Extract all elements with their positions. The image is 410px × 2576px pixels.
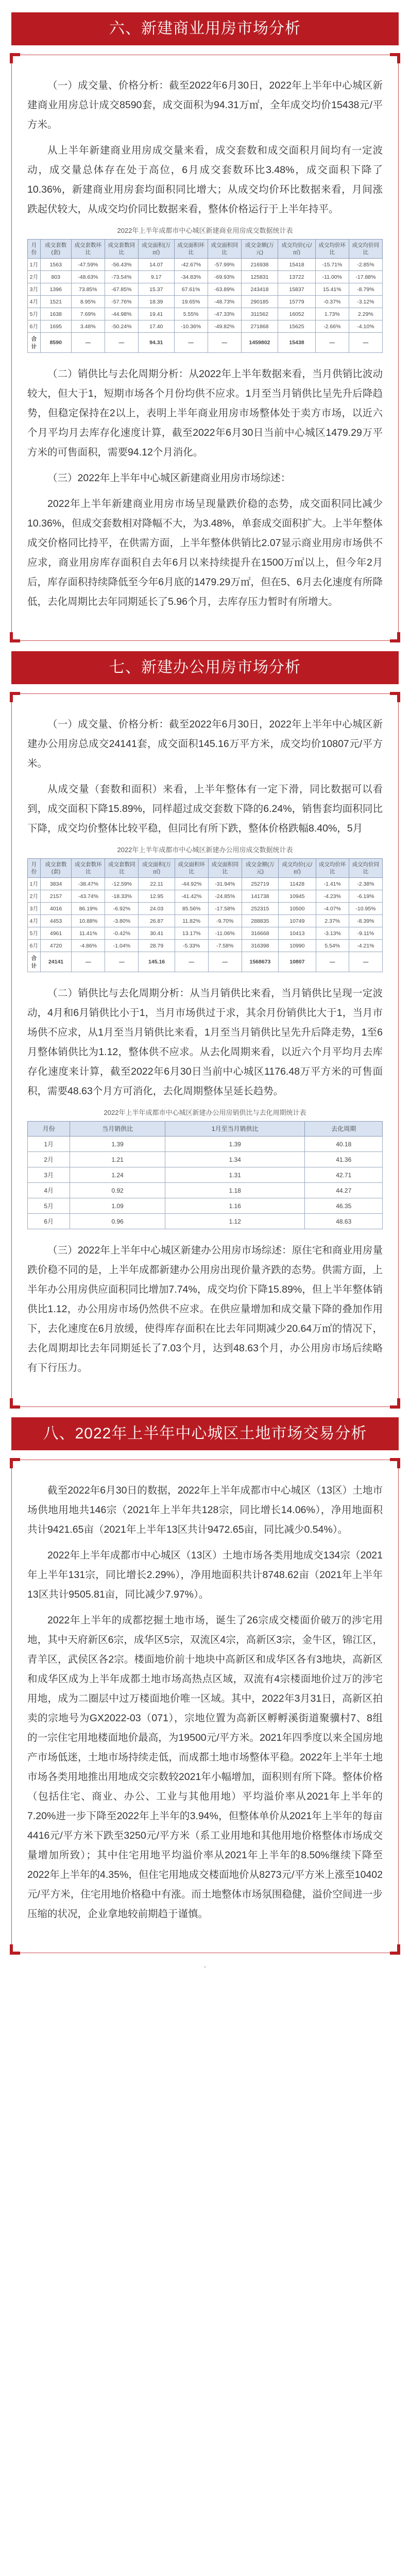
table-cell: -3.12% (349, 296, 382, 308)
table-cell: 1521 (40, 296, 71, 308)
table-cell: 243418 (241, 283, 278, 296)
table-cell: 1.24 (70, 1167, 165, 1183)
table-cell: 3.48% (71, 320, 105, 333)
paragraph: 2022年上半年成都市中心城区（13区）土地市场各类用地成交134宗（2021年上半年131宗，同比增长2.29%），净用地面积共计8748.62亩（2021年上半年13区共计9505.81亩，同比减少7.97%）。 (27, 1550, 383, 1600)
table-cell: -8.39% (349, 915, 382, 927)
table-cell: -9.11% (349, 927, 382, 940)
table-cell: 40.18 (305, 1137, 383, 1152)
table-cell: -43.74% (72, 890, 105, 903)
table-cell: 4月 (28, 296, 41, 308)
table-cell: 1563 (40, 259, 71, 271)
table-header-cell: 成交面积(万㎡) (139, 859, 175, 878)
table-cell: -6.19% (349, 890, 382, 903)
table-cell: -6.92% (105, 903, 139, 915)
table-cell: 8590 (40, 333, 71, 353)
table-cell: 1459802 (241, 333, 278, 353)
table-cell: — (349, 952, 382, 972)
table-cell: -4.10% (349, 320, 382, 333)
table-cell: 11428 (279, 878, 316, 890)
table-cell: -2.85% (349, 259, 382, 271)
table-title: 2022年上半年成都市中心城区新建商业用房成交数据统计表 (117, 227, 293, 234)
section-6-header: 六、新建商业用房市场分析 (11, 12, 399, 45)
corner-decoration (390, 1458, 400, 1468)
table-cell: 4月 (28, 1183, 70, 1198)
table-cell: 252719 (242, 878, 278, 890)
table-cell: -42.67% (174, 259, 208, 271)
table-header-cell: 成交套数(套) (40, 859, 72, 878)
table-cell: -4.23% (316, 890, 349, 903)
table-cell: -47.59% (71, 259, 105, 271)
section-8-header: 八、2022年上半年中心城区土地市场交易分析 (11, 1417, 399, 1450)
table-cell: 3834 (40, 878, 72, 890)
table-row (28, 1183, 383, 1198)
table-cell: -63.89% (208, 283, 241, 296)
table-cell: 6月 (28, 1214, 70, 1229)
table-cell: 10990 (279, 940, 316, 952)
table-header-cell: 1月至当月销供比 (165, 1122, 305, 1137)
table-cell: 67.61% (174, 283, 208, 296)
paragraph: （三）2022年上半年中心城区新建办公用房市场综述：原住宅和商业用房量跌价稳不同的是，上半年成都新建办公用房出现价量齐跌的态势。供需方面，上半年办公用房供应面积同比增加7.74%，成交均价下降15.89%，但上半年整体销供比1.12，办公用房市场仍然供不应求。在供应量增加和成交量下降的叠加作用下，去化速度在6月放缓，使得库存面积在比去年同期减少20.64万㎡的情况下，去化周期却比去年同期延长了7.03个月，达到48.63个月，办公用房市场后续略有下行压力。 (27, 1245, 383, 1374)
table-row (28, 320, 383, 333)
table-cell: 5.54% (316, 940, 349, 952)
corner-decoration (10, 53, 20, 63)
table-cell: -4.86% (72, 940, 105, 952)
table-cell: 85.56% (175, 903, 208, 915)
table-row (28, 1137, 383, 1152)
table-cell: 288835 (242, 915, 278, 927)
table-cell: 2月 (28, 1152, 70, 1167)
table-cell: -50.24% (105, 320, 138, 333)
table-header-cell: 月份 (28, 859, 41, 878)
table-cell: 1.39 (165, 1137, 305, 1152)
table-cell: 73.85% (71, 283, 105, 296)
table-cell: -56.43% (105, 259, 138, 271)
table-cell: -3.80% (105, 915, 139, 927)
corner-decoration (10, 692, 20, 702)
table-cell: 4720 (40, 940, 72, 952)
table-cell: -15.71% (315, 259, 349, 271)
table-row (28, 1214, 383, 1229)
table-cell: 15438 (278, 333, 316, 353)
table-cell: 271868 (241, 320, 278, 333)
corner-decoration (390, 632, 400, 642)
table-cell: 3月 (28, 1167, 70, 1183)
table-cell: -0.42% (105, 927, 139, 940)
table-cell: 24141 (40, 952, 72, 972)
table-cell: 15625 (278, 320, 316, 333)
table-header-cell: 成交均价环比 (316, 859, 349, 878)
table-cell: 3月 (28, 903, 41, 915)
table-row (28, 259, 383, 271)
corner-decoration (10, 632, 20, 642)
table-cell: -11.00% (315, 271, 349, 283)
table-header-cell: 成交套数环比 (72, 859, 105, 878)
paragraph: （一）成交量、价格分析：截至2022年6月30日，2022年上半年中心城区新建商业用房总计成交8590套，成交面积为94.31万㎡，全年成交均价15438元/平方米。 (27, 80, 383, 130)
table-header-cell: 成交均价环比 (315, 240, 349, 259)
table-cell: -69.93% (208, 271, 241, 283)
table-cell: -9.70% (208, 915, 242, 927)
table-header-cell: 成交均价同比 (349, 859, 382, 878)
table-row (28, 271, 383, 283)
table-row (28, 296, 383, 308)
table-cell: -38.47% (72, 878, 105, 890)
footer-dot: • (203, 1963, 207, 1971)
table-cell: 316668 (242, 927, 278, 940)
table-header-cell: 月份 (28, 240, 41, 259)
table-cell: 14.07 (138, 259, 174, 271)
table-cell: -48.63% (71, 271, 105, 283)
table-cell: 1.12 (165, 1214, 305, 1229)
table-cell: — (349, 333, 382, 353)
table-row (28, 1152, 383, 1167)
table-cell: 5月 (28, 1198, 70, 1214)
table-row (28, 333, 383, 353)
table-header-cell: 成交套数同比 (105, 240, 138, 259)
section-7-card (11, 693, 399, 1407)
table-cell: 1.31 (165, 1167, 305, 1183)
table-cell: — (175, 952, 208, 972)
corner-decoration (390, 1398, 400, 1409)
table-cell: 1.18 (165, 1183, 305, 1198)
paragraph: 从上半年新建商业用房成交量来看，成交套数和成交面积月间均有一定波动，成交量总体存在处于高位，6月成交套数环比3.48%，成交面积下降了10.36%，新建商业用房套均面积同比增大；从成交均价环比数据来看，月间涨跌起伏较大，从成交均价同比数据来看，整体价格运行于上半年持平。 (27, 145, 383, 215)
table-cell: 15779 (278, 296, 316, 308)
table-cell: 4961 (40, 927, 72, 940)
table-cell: — (208, 333, 241, 353)
table-cell: 15837 (278, 283, 316, 296)
table-row (28, 308, 383, 320)
table-cell: 合计 (28, 333, 41, 353)
table-cell: 26.87 (139, 915, 175, 927)
table-cell: 6月 (28, 940, 41, 952)
table-cell: 1.39 (70, 1137, 165, 1152)
table-cell: 5.55% (174, 308, 208, 320)
table-cell: 1.16 (165, 1198, 305, 1214)
table-cell: -1.04% (105, 940, 139, 952)
table-cell: 0.92 (70, 1183, 165, 1198)
table-row (28, 283, 383, 296)
table-header-cell: 成交面积环比 (174, 240, 208, 259)
table-cell: 16052 (278, 308, 316, 320)
table-cell: -0.37% (315, 296, 349, 308)
table-cell: — (316, 952, 349, 972)
section-8-card (11, 1460, 399, 1953)
paragraph: （一）成交量、价格分析：截至2022年6月30日，2022年上半年中心城区新建办公用房总成交24141套，成交面积145.16万平方米，成交均价10807元/平方米。 (27, 719, 383, 769)
table-cell: 7.69% (71, 308, 105, 320)
table-cell: 1695 (40, 320, 71, 333)
table-cell: 1.34 (165, 1152, 305, 1167)
table-cell: -4.21% (349, 940, 382, 952)
table-cell: — (174, 333, 208, 353)
table-cell: 803 (40, 271, 71, 283)
table-row (28, 927, 383, 940)
table-cell: -4.07% (316, 903, 349, 915)
table-cell: 17.40 (138, 320, 174, 333)
table-cell: -44.98% (105, 308, 138, 320)
table-cell: 0.96 (70, 1214, 165, 1229)
table-cell: 2157 (40, 890, 72, 903)
table-cell: 41.36 (305, 1152, 383, 1167)
table-cell: 5月 (28, 927, 41, 940)
paragraph: 从成交量（套数和面积）来看，上半年整体有一定下滑，同比数据可以看到，成交面积下降15.89%，同样超过成交套数下降的6.24%，销售套均面积同比下降，成交均价整体比较平稳，但同比有所下跌，整体价格跌幅8.40%，5月 (27, 784, 383, 834)
table-header-cell: 月份 (28, 1122, 70, 1137)
table-row (28, 952, 383, 972)
table-cell: — (71, 333, 105, 353)
table-header-cell: 成交套数同比 (105, 859, 139, 878)
table-cell: 11.41% (72, 927, 105, 940)
table-cell: 8.95% (71, 296, 105, 308)
table-cell: 2月 (28, 271, 41, 283)
table-cell: 15418 (278, 259, 316, 271)
paragraph: （二）销供比与去化周期分析：从2022年上半年数据来看，当月供销比波动较大，但大于1，短期市场各个月份均供不应求。1月至当月销供比呈先升后降趋势，但稳定保持在2以上，表明上半年商业用房市场整体处于卖方市场，以近六个月平均月去库存化速度计算，截至2022年6月30日当前中心城区1479.29万平方米的可售面积，需要94.12个月消化。 (27, 368, 383, 458)
table-cell: 311562 (241, 308, 278, 320)
table-cell: 125831 (241, 271, 278, 283)
table-header-cell: 成交面积同比 (208, 859, 242, 878)
table-cell: 10945 (279, 890, 316, 903)
table-cell: 24.03 (139, 903, 175, 915)
table-cell: 216938 (241, 259, 278, 271)
table-cell: — (208, 952, 242, 972)
table-cell: -11.06% (208, 927, 242, 940)
table-cell: -48.73% (208, 296, 241, 308)
table-cell: 10500 (279, 903, 316, 915)
table-cell: 22.11 (139, 878, 175, 890)
table-cell: -1.41% (316, 878, 349, 890)
table-header-cell: 当月销供比 (70, 1122, 165, 1137)
table-cell: 4月 (28, 915, 41, 927)
table-cell: — (72, 952, 105, 972)
table-cell: 2.29% (349, 308, 382, 320)
table-cell: 6月 (28, 320, 41, 333)
table-cell: 1396 (40, 283, 71, 296)
table-cell: -10.95% (349, 903, 382, 915)
table-cell: -57.76% (105, 296, 138, 308)
section-6-card (11, 55, 399, 641)
table-cell: 1.73% (315, 308, 349, 320)
table-cell: -73.54% (105, 271, 138, 283)
table-cell: 48.63 (305, 1214, 383, 1229)
paragraph: （三）2022年上半年中心城区新建商业用房市场综述： (47, 472, 291, 484)
table-cell: -5.33% (175, 940, 208, 952)
table-cell: -17.88% (349, 271, 382, 283)
table-cell: -10.36% (174, 320, 208, 333)
table-header-cell: 成交套数环比 (71, 240, 105, 259)
table-cell: -12.59% (105, 878, 139, 890)
table-cell: 94.31 (138, 333, 174, 353)
table-cell: 1月 (28, 259, 41, 271)
table-header-cell: 成交金额(万元) (241, 240, 278, 259)
section-7-header: 七、新建办公用房市场分析 (11, 651, 399, 684)
table-cell: 316398 (242, 940, 278, 952)
table-cell: -67.85% (105, 283, 138, 296)
table-cell: 10749 (279, 915, 316, 927)
table-cell: 46.35 (305, 1198, 383, 1214)
table-cell: -8.79% (349, 283, 382, 296)
corner-decoration (390, 692, 400, 702)
table-cell: -7.58% (208, 940, 242, 952)
table-cell: 19.65% (174, 296, 208, 308)
table-cell: 4453 (40, 915, 72, 927)
table-title: 2022年上半年成都市中心城区新建办公用房成交数据统计表 (117, 846, 293, 854)
table-header-cell: 成交面积同比 (208, 240, 241, 259)
table-cell: 86.19% (72, 903, 105, 915)
table-cell: 10807 (279, 952, 316, 972)
table-header-cell: 成交金额(万元) (242, 859, 278, 878)
table-cell: 11.82% (175, 915, 208, 927)
table-cell: — (105, 333, 138, 353)
table-cell: -34.83% (174, 271, 208, 283)
corner-decoration (390, 53, 400, 63)
table-cell: 30.41 (139, 927, 175, 940)
table-cell: 18.39 (138, 296, 174, 308)
table-cell: -18.33% (105, 890, 139, 903)
table-header-cell: 成交均价同比 (349, 240, 382, 259)
paragraph: 2022年上半年新建商业用房市场呈现量跌价稳的态势，成交面积同比减少10.36%，但成交套数相对降幅不大，为3.48%，单套成交面积扩大。上半年整体成交价格同比持平，在供需方面，上半年整体供销比2.07显示商业用房市场供不应求，商业用房库存面积自去年6月以来持续提升在1500万㎡以上，但今年2月后，库存面积持续降低至今年6月底的1479.29万㎡，但在5、6月去化速度有所降低，去化周期比去年同期延长了5.96个月，去库存压力暂时有所增大。 (27, 498, 383, 607)
table-row (28, 903, 383, 915)
table-cell: 1月 (28, 878, 41, 890)
table-header-cell: 成交均价(元/㎡) (278, 240, 316, 259)
table-cell: 15.37 (138, 283, 174, 296)
table-cell: -24.85% (208, 890, 242, 903)
table-row (28, 890, 383, 903)
paragraph: （二）销供比与去化周期分析：从当月销供比来看，当月销供比呈现一定波动，4月和6月销供比小于1，当月市场供过于求，其余月份销供比大于1，当月市场供不应求，从1月至当月销供比来看，1月至当月销供比呈先升后降走势，1至6月整体销供比为1.12，整体供不应求。从去化周期来看，以近六个月平均月去库存化速度来计算，截至2022年6月30日当前中心城区1176.48万平方米的可售面积，需要48.63个月方可消化，去化周期整体呈延长趋势。 (27, 988, 383, 1097)
table-cell: 42.71 (305, 1167, 383, 1183)
table-cell: -57.99% (208, 259, 241, 271)
table-cell: 10413 (279, 927, 316, 940)
table-cell: 3月 (28, 283, 41, 296)
table-cell: 9.17 (138, 271, 174, 283)
table-cell: 2.37% (316, 915, 349, 927)
table-cell: -17.58% (208, 903, 242, 915)
corner-decoration (10, 1398, 20, 1409)
table-cell: -44.92% (175, 878, 208, 890)
table-cell: 4016 (40, 903, 72, 915)
office-ratio-table (27, 1121, 383, 1229)
paragraph: 截至2022年6月30日的数据，2022年上半年成都市中心城区（13区）土地市场供地用地共146宗（2021年上半年共128宗，同比增长14.06%），净用地面积共计9421.65亩（2021年上半年13区共计9472.65亩，同比减少0.54%）。 (27, 1485, 383, 1535)
commercial-table (27, 239, 383, 353)
table-cell: 10.88% (72, 915, 105, 927)
table-cell: -41.42% (175, 890, 208, 903)
paragraph: 2022年上半年的成都挖掘土地市场，诞生了26宗成交楼面价破万的涉宅用地，其中天府新区6宗，成华区5宗，双流区4宗，高新区3宗，金牛区，锦江区，青羊区，武侯区各2宗。楼面地价前十地块中高新区和成华区各有3地块，高新区和成华区成为上半年成都土地市场高热点区域，双流有4宗楼面地价过万的涉宅用地，成为二圈层中过万楼面地价唯一区域。其中，2022年3月31日，高新区拍卖的宗地号为GX2022-03（071），宗地位置为高新区孵孵溪街道聚骥村7、8组的一宗住宅用地楼面地价最高，为19500元/平方米。2021年四季度以来全国房地产市场低迷，土地市场持续走低，而成都土地市场整体平稳。2022年上半年土地市场各类用地推出用地成交宗数较2021年小幅增加，面积则有所下降。整体价格（包括住宅、商业、办公、工业与其他用地）平均溢价率从2021年上半年的7.20%进一步下降至2022年上半年的3.94%，但整体单价从2021年上半年的每亩4416元/平方米下跌至3250元/平方米（系工业用地和其他用地价格整体市场成交量增加所致）；其中住宅用地平均溢价率从2021年上半年的8.50%继续下降至2022年上半年的4.35%，但住宅用地成交楼面地价从8273元/平方米上涨至10402元/平方米，住宅用地价格稳中有涨。而土地整体市场氛围稳健，溢价空间进一步压缩的状况，企业拿地较前期趋于谨慎。 (27, 1615, 383, 1920)
table-cell: 1.09 (70, 1198, 165, 1214)
table-cell: 12.95 (139, 890, 175, 903)
table-cell: — (105, 952, 139, 972)
table-cell: 15.41% (315, 283, 349, 296)
table-cell: 19.41 (138, 308, 174, 320)
table-cell: 2月 (28, 890, 41, 903)
table-cell: 1568673 (242, 952, 278, 972)
table-header-cell: 去化周期 (305, 1122, 383, 1137)
table-cell: 44.27 (305, 1183, 383, 1198)
table-cell: -49.82% (208, 320, 241, 333)
table-title: 2022年上半年成都市中心城区新建办公用房销供比与去化周期统计表 (104, 1109, 306, 1116)
table-row (28, 915, 383, 927)
table-cell: 1.21 (70, 1152, 165, 1167)
table-row (28, 878, 383, 890)
table-cell: 1638 (40, 308, 71, 320)
table-cell: -31.94% (208, 878, 242, 890)
table-row (28, 940, 383, 952)
table-header-cell: 成交面积环比 (175, 859, 208, 878)
table-cell: -3.13% (316, 927, 349, 940)
table-cell: 13.17% (175, 927, 208, 940)
table-header-cell: 成交面积(万㎡) (138, 240, 174, 259)
table-cell: 145.16 (139, 952, 175, 972)
table-row (28, 1167, 383, 1183)
table-cell: 141738 (242, 890, 278, 903)
corner-decoration (390, 1944, 400, 1955)
table-cell: -47.33% (208, 308, 241, 320)
table-cell: -2.38% (349, 878, 382, 890)
table-row (28, 1198, 383, 1214)
table-cell: 合计 (28, 952, 41, 972)
table-cell: 13722 (278, 271, 316, 283)
corner-decoration (10, 1944, 20, 1955)
table-cell: 290185 (241, 296, 278, 308)
table-header-cell: 成交套数(套) (40, 240, 71, 259)
table-header-cell: 成交均价(元/㎡) (279, 859, 316, 878)
table-cell: 28.79 (139, 940, 175, 952)
corner-decoration (10, 1458, 20, 1468)
table-cell: 252315 (242, 903, 278, 915)
table-cell: 5月 (28, 308, 41, 320)
table-cell: — (315, 333, 349, 353)
office-table (27, 858, 383, 972)
table-cell: 1月 (28, 1137, 70, 1152)
table-cell: -2.66% (315, 320, 349, 333)
